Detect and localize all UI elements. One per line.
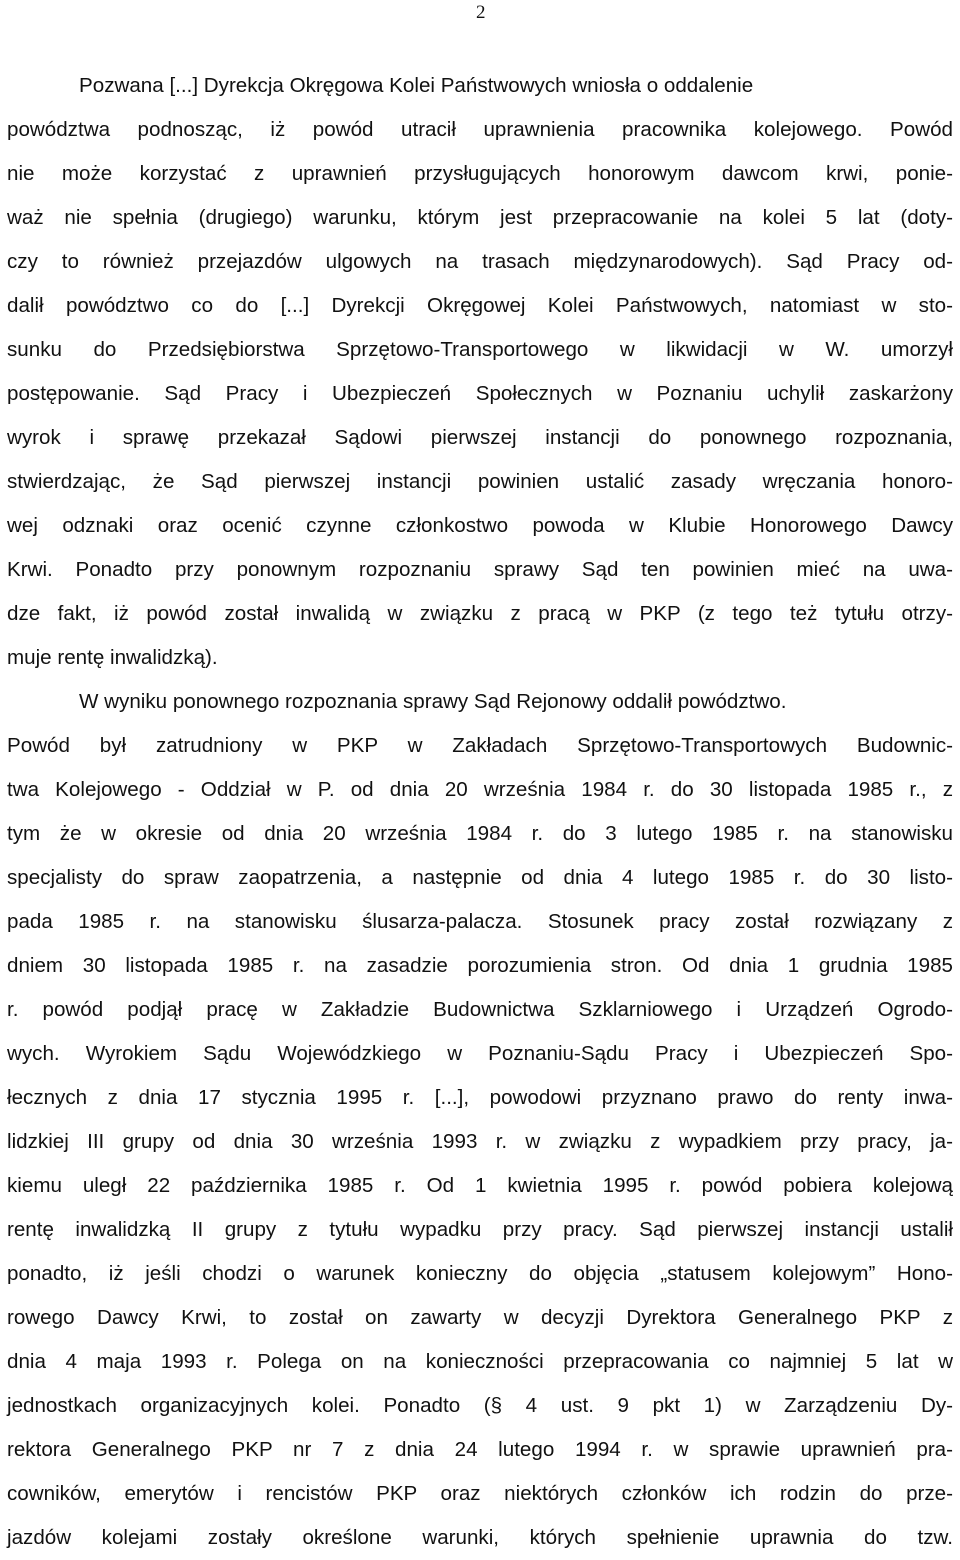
text-line: jazdów kolejami zostały określone warunki, których spełnienie uprawnia do tzw. — [7, 1526, 953, 1549]
text-line: dnia 4 maja 1993 r. Polega on na konieczności przepracowania co najmniej 5 lat w — [7, 1350, 953, 1373]
text-line: stwierdzając, że Sąd pierwszej instancji powinien ustalić zasady wręczania honoro- — [7, 470, 953, 493]
text-line: dniem 30 listopada 1985 r. na zasadzie porozumienia stron. Od dnia 1 grudnia 1985 — [7, 954, 953, 977]
text-line: jednostkach organizacyjnych kolei. Ponadto (§ 4 ust. 9 pkt 1) w Zarządzeniu Dy- — [7, 1394, 953, 1417]
text-line: specjalisty do spraw zaopatrzenia, a następnie od dnia 4 lutego 1985 r. do 30 listo- — [7, 866, 953, 889]
text-line: Pozwana [...] Dyrekcja Okręgowa Kolei Państwowych wniosła o oddalenie — [79, 74, 754, 97]
text-line: czy to również przejazdów ulgowych na trasach międzynarodowych). Sąd Pracy od- — [7, 250, 953, 273]
text-line: łecznych z dnia 17 stycznia 1995 r. [...], powodowi przyznano prawo do renty inwa- — [7, 1086, 953, 1109]
text-line: sunku do Przedsiębiorstwa Sprzętowo-Transportowego w likwidacji w W. umorzył — [7, 338, 953, 361]
text-line: muje rentę inwalidzką). — [7, 646, 218, 669]
document-body — [7, 64, 953, 1560]
text-line: dze fakt, iż powód został inwalidą w związku z pracą w PKP (z tego też tytułu otrzy- — [7, 602, 953, 625]
text-line: Krwi. Ponadto przy ponownym rozpoznaniu sprawy Sąd ten powinien mieć na uwa- — [7, 558, 953, 581]
text-line: powództwa podnosząc, iż powód utracił uprawnienia pracownika kolejowego. Powód — [7, 118, 953, 141]
text-line: wyrok i sprawę przekazał Sądowi pierwszej instancji do ponownego rozpoznania, — [7, 426, 953, 449]
text-line: pada 1985 r. na stanowisku ślusarza-palacza. Stosunek pracy został rozwiązany z — [7, 910, 953, 933]
text-line: waż nie spełnia (drugiego) warunku, którym jest przepracowanie na kolei 5 lat (doty- — [7, 206, 953, 229]
text-line: ponadto, iż jeśli chodzi o warunek konieczny do objęcia „statusem kolejowym” Hono- — [7, 1262, 953, 1285]
text-line: rentę inwalidzką II grupy z tytułu wypadku przy pracy. Sąd pierwszej instancji ustalił — [7, 1218, 953, 1241]
text-line: wych. Wyrokiem Sądu Wojewódzkiego w Poznaniu-Sądu Pracy i Ubezpieczeń Spo- — [7, 1042, 953, 1065]
text-line: cowników, emerytów i rencistów PKP oraz niektórych członków ich rodzin do prze- — [7, 1482, 953, 1505]
text-line: rowego Dawcy Krwi, to został on zawarty w decyzji Dyrektora Generalnego PKP z — [7, 1306, 953, 1329]
text-line: W wyniku ponownego rozpoznania sprawy Sąd Rejonowy oddalił powództwo. — [79, 690, 787, 713]
text-line: postępowanie. Sąd Pracy i Ubezpieczeń Społecznych w Poznaniu uchylił zaskarżony — [7, 382, 953, 405]
text-line: Powód był zatrudniony w PKP w Zakładach Sprzętowo-Transportowych Budownic- — [7, 734, 953, 757]
text-line: twa Kolejowego - Oddział w P. od dnia 20 września 1984 r. do 30 listopada 1985 r., z — [7, 778, 953, 801]
page-number: 2 — [476, 2, 486, 23]
text-line: nie może korzystać z uprawnień przysługujących honorowym dawcom krwi, ponie- — [7, 162, 953, 185]
text-line: dalił powództwo co do [...] Dyrekcji Okręgowej Kolei Państwowych, natomiast w sto- — [7, 294, 953, 317]
text-line: r. powód podjął pracę w Zakładzie Budownictwa Szklarniowego i Urządzeń Ogrodo- — [7, 998, 953, 1021]
text-line: lidzkiej III grupy od dnia 30 września 1993 r. w związku z wypadkiem przy pracy, ja- — [7, 1130, 953, 1153]
text-line: wej odznaki oraz ocenić czynne członkostwo powoda w Klubie Honorowego Dawcy — [7, 514, 953, 537]
text-line: tym że w okresie od dnia 20 września 1984 r. do 3 lutego 1985 r. na stanowisku — [7, 822, 953, 845]
text-line: rektora Generalnego PKP nr 7 z dnia 24 lutego 1994 r. w sprawie uprawnień pra- — [7, 1438, 953, 1461]
text-line: kiemu uległ 22 października 1985 r. Od 1 kwietnia 1995 r. powód pobiera kolejową — [7, 1174, 953, 1197]
